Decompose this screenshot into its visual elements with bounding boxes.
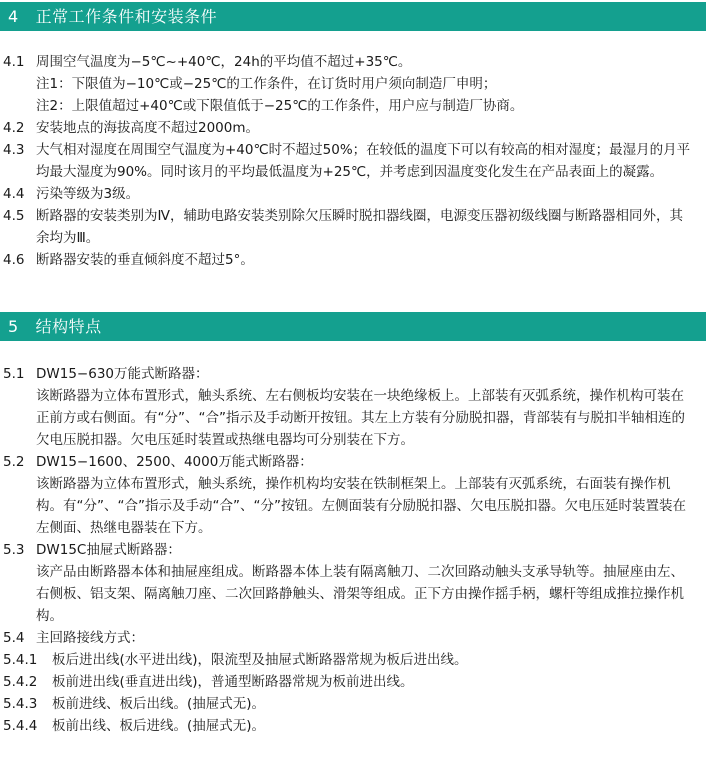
item-text: 污染等级为3级。 (36, 186, 140, 202)
description-item (0, 473, 706, 539)
item-number: 5.4.1 (3, 652, 38, 668)
description-text: 该断路器为立体布置形式，触头系统、左右侧板均安装在一块绝缘板上。上部装有灭弧系统，操作机构可装在正前方或右侧面。有“分”、“合”指示及手动断开按钮。其左上方装有分励脱扣器，背部装有与脱扣半轴相连的欠电压脱扣器。欠电压延时装置或热继电器均可分别装在下方。 (36, 388, 685, 448)
item-number: 5.2 (3, 454, 25, 470)
item-text: DW15C抽屉式断路器： (36, 542, 181, 558)
item-text: 周围空气温度为−5℃~+40℃，24h的平均值不超过+35℃。 (36, 54, 412, 70)
list-item (0, 671, 706, 693)
section-5-header (0, 312, 706, 341)
note-item (0, 95, 706, 117)
item-text: DW15−1600、2500、4000万能式断路器： (36, 454, 313, 470)
item-number: 4.2 (3, 120, 25, 136)
item-text: 大气相对湿度在周围空气温度为+40℃时不超过50%；在较低的温度下可以有较高的相对湿度；最湿月的月平均最大湿度为90%。同时该月的平均最低温度为+25℃，并考虑到因温度变化发生在产品表面上的凝露。 (36, 142, 691, 180)
section-number: 4 (8, 7, 19, 26)
description-text: 该断路器为立体布置形式，触头系统，操作机构均安装在铁制框架上。上部装有灭弧系统，右面装有操作机构。有“分”、“合”指示及手动“合”、“分”按钮。左侧面装有分励脱扣器、欠电压脱扣器。欠电压延时装置装在左侧面、热继电器装在下方。 (36, 476, 686, 536)
item-text: 板后进出线(水平进出线)，限流型及抽屉式断路器常规为板后进出线。 (52, 652, 468, 668)
item-text: 安装地点的海拔高度不超过2000m。 (36, 120, 260, 136)
item-number: 4.4 (3, 186, 25, 202)
item-number: 4.6 (3, 252, 25, 268)
section-4-list (0, 51, 706, 271)
section-4-header (0, 2, 706, 31)
item-text: 断路器安装的垂直倾斜度不超过5°。 (36, 252, 254, 268)
description-item (0, 385, 706, 451)
item-number: 5.4 (3, 630, 25, 646)
list-item (0, 539, 706, 561)
item-number: 4.3 (3, 142, 25, 158)
list-item (0, 693, 706, 715)
list-item (0, 205, 706, 249)
description-item (0, 561, 706, 627)
list-item (0, 649, 706, 671)
section-title: 正常工作条件和安装条件 (35, 7, 218, 26)
note-item (0, 73, 706, 95)
list-item (0, 627, 706, 649)
section-title: 结构特点 (35, 317, 102, 336)
list-item (0, 715, 706, 737)
description-text: 该产品由断路器本体和抽屉座组成。断路器本体上装有隔离触刀、二次回路动触头支承导轨等。抽屉座由左、右侧板、铝支架、隔离触刀座、二次回路静触头、滑架等组成。正下方由操作摇手柄，螺杆等组成推拉操作机构。 (36, 564, 684, 624)
note-text: 注2：上限值超过+40℃或下限值低于−25℃的工作条件，用户应与制造厂协商。 (36, 98, 524, 114)
item-text: 板前进出线(垂直进出线)，普通型断路器常规为板前进出线。 (52, 674, 414, 690)
list-item (0, 139, 706, 183)
item-number: 5.3 (3, 542, 25, 558)
note-text: 注1：下限值为−10℃或−25℃的工作条件，在订货时用户须向制造厂申明； (36, 76, 497, 92)
item-text: 板前进线、板后出线。(抽屉式无)。 (52, 696, 266, 712)
item-text: 断路器的安装类别为Ⅳ，辅助电路安装类别除欠压瞬时脱扣器线圈，电源变压器初级线圈与断路器相同外，其余均为Ⅲ。 (36, 208, 683, 246)
item-text: 板前出线、板后进线。(抽屉式无)。 (52, 718, 266, 734)
list-item (0, 451, 706, 473)
list-item (0, 51, 706, 73)
list-item (0, 249, 706, 271)
list-item (0, 363, 706, 385)
section-number: 5 (8, 317, 19, 336)
item-text: DW15−630万能式断路器： (36, 366, 209, 382)
section-5-list (0, 363, 706, 737)
item-number: 5.4.3 (3, 696, 38, 712)
list-item (0, 117, 706, 139)
item-number: 4.1 (3, 54, 25, 70)
item-number: 5.4.2 (3, 674, 38, 690)
item-number: 4.5 (3, 208, 25, 224)
list-item (0, 183, 706, 205)
item-text: 主回路接线方式： (36, 630, 144, 646)
item-number: 5.1 (3, 366, 25, 382)
item-number: 5.4.4 (3, 718, 38, 734)
